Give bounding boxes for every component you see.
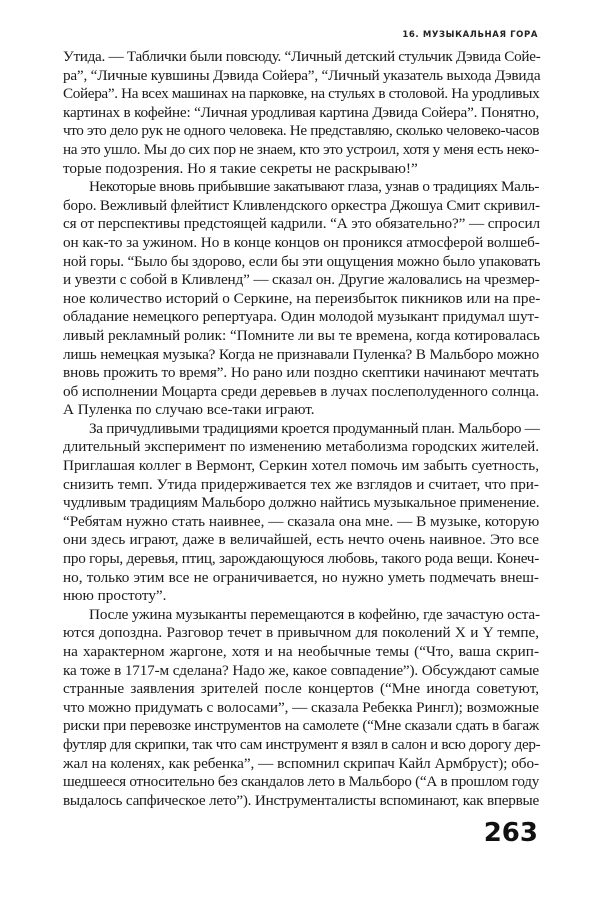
text-line: ливый рекламный ролик: “Помните ли вы те времена, когда котировалась [63,326,540,344]
text-line: После ужина музыканты перемещаются в кофейню, где зачастую оста- [89,605,540,623]
text-line: странные заявления зрителей после концертов (“Мне иногда советуют, [63,680,539,698]
text-line: чудливым традициям Мальборо должно найтись музыкальное применение. [63,494,540,512]
text-line: лишь немецкая музыка? Когда не признавали Пуленка? В Мальборо можно [63,345,539,363]
text-line: но, только этим все не ограничивается, но нужно уметь подмечать внеш- [63,568,539,586]
text-line: Утида. — Таблички были повсюду. “Личный детский стульчик Дэвида Сойе- [63,48,541,65]
text-line: А Пуленка по случаю все-таки играют. [63,401,315,419]
text-line: ются допоздна. Разговор течет в привычном для поколений X и Y темпе, [63,624,539,642]
text-line: вновь прожить то время”. Но рано или поздно скептики начинают мечтать [63,364,539,382]
body-text [63,48,539,810]
text-line: ное количество историй о Серкине, на переизбыток пикников или на пре- [63,289,541,307]
running-head: 16. МУЗЫКАЛЬНАЯ ГОРА [402,30,538,40]
text-line: выдалось сапфическое лето”). Инструменталисты вспоминают, как впервые [63,791,539,809]
text-line: что можно придумать с волосами”, — сказала Ребекка Рингл); возможные [63,698,539,716]
text-line: жал на коленях, как ребенка”, — вспомнил скрипач Кайл Армбруст); обо- [63,754,539,772]
text-line: ка тоже в 1717-м сделана? Надо же, какое совпадение”). Обсуждают самые [63,661,539,679]
text-line: длительный эксперимент по изменению метаболизма городских жителей. [63,438,539,456]
paragraph [63,420,539,606]
text-line: Сойера”. На всех машинах на парковке, на стульях в столовой. На уродливых [63,85,540,103]
text-line: ра”, “Личные кувшины Дэвида Сойера”, “Личный указатель выхода Дэвида [63,66,541,84]
text-line: он как-то за ужином. Но в конце концов он проникся атмосферой волшеб- [63,233,540,251]
text-line: Некоторые вновь прибывшие закатывают глаза, узнав о традициях Маль- [89,178,539,196]
text-line: ной горы. “Было бы здорово, если бы эти ощущения можно было упаковать [63,252,541,270]
text-line: футляр для скрипки, так что сам инструмент я взял в салон и всю дорогу дер- [63,735,541,753]
text-line: риски при перевозке инструментов на самолете (“Мне сказали сдать в багаж [63,717,539,735]
paragraph [63,48,539,178]
text-line: на это ушло. Мы до сих пор не знаем, кто это устроил, хотя у меня есть неко- [63,140,539,158]
text-line: на характерном жаргоне, хотя и на необычные темы (“Что, ваша скрип- [63,643,539,660]
text-line: боро. Вежливый флейтист Кливлендского оркестра Джошуа Смит скривил- [63,196,540,214]
text-line: За причудливыми традициями кроется продуманный план. Мальборо — [89,419,540,437]
text-line: снизить темп. Утида придерживается тех же взглядов и считает, что при- [63,475,539,493]
text-line: картинах в кофейне: “Личная уродливая картина Дэвида Сойера”. Понятно, [63,103,540,121]
text-line: что это дело рук не одного человека. Не представляю, сколько человеко-часов [63,122,539,140]
text-line: “Ребятам нужно стать наивнее, — сказала она мне. — В музыке, которую [63,512,540,530]
paragraph [63,178,539,420]
page-number: 263 [483,818,538,848]
text-line: они здесь играют, даже в величайшей, есть нечто очень наивное. Это все [63,531,539,549]
text-line: торые подозрения. Но я такие секреты не раскрываю!” [63,159,418,177]
text-line: Приглашая коллег в Вермонт, Серкин хотел помочь им забыть суетность, [63,457,539,475]
text-line: и увезти с собой в Кливленд” — сказал он. Другие жаловались на чрезмер- [63,271,540,289]
text-line: нюю простоту”. [63,587,167,605]
text-line: обладание немецкого репертуара. Один молодой музыкант придумал шут- [63,308,539,326]
text-line: шедшееся относительно без скандалов лето в Мальборо (“А в прошлом году [63,773,539,791]
text-line: об исполнении Моцарта среди деревьев в лучах послеполуденного солнца. [63,382,539,400]
paragraph [63,606,539,811]
text-line: ся от перспективы предстоящей кадрили. “А это обязательно?” — спросил [63,215,540,233]
text-line: про горы, деревья, птиц, зарождающуюся любовь, такого рода вещи. Конеч- [63,550,539,568]
